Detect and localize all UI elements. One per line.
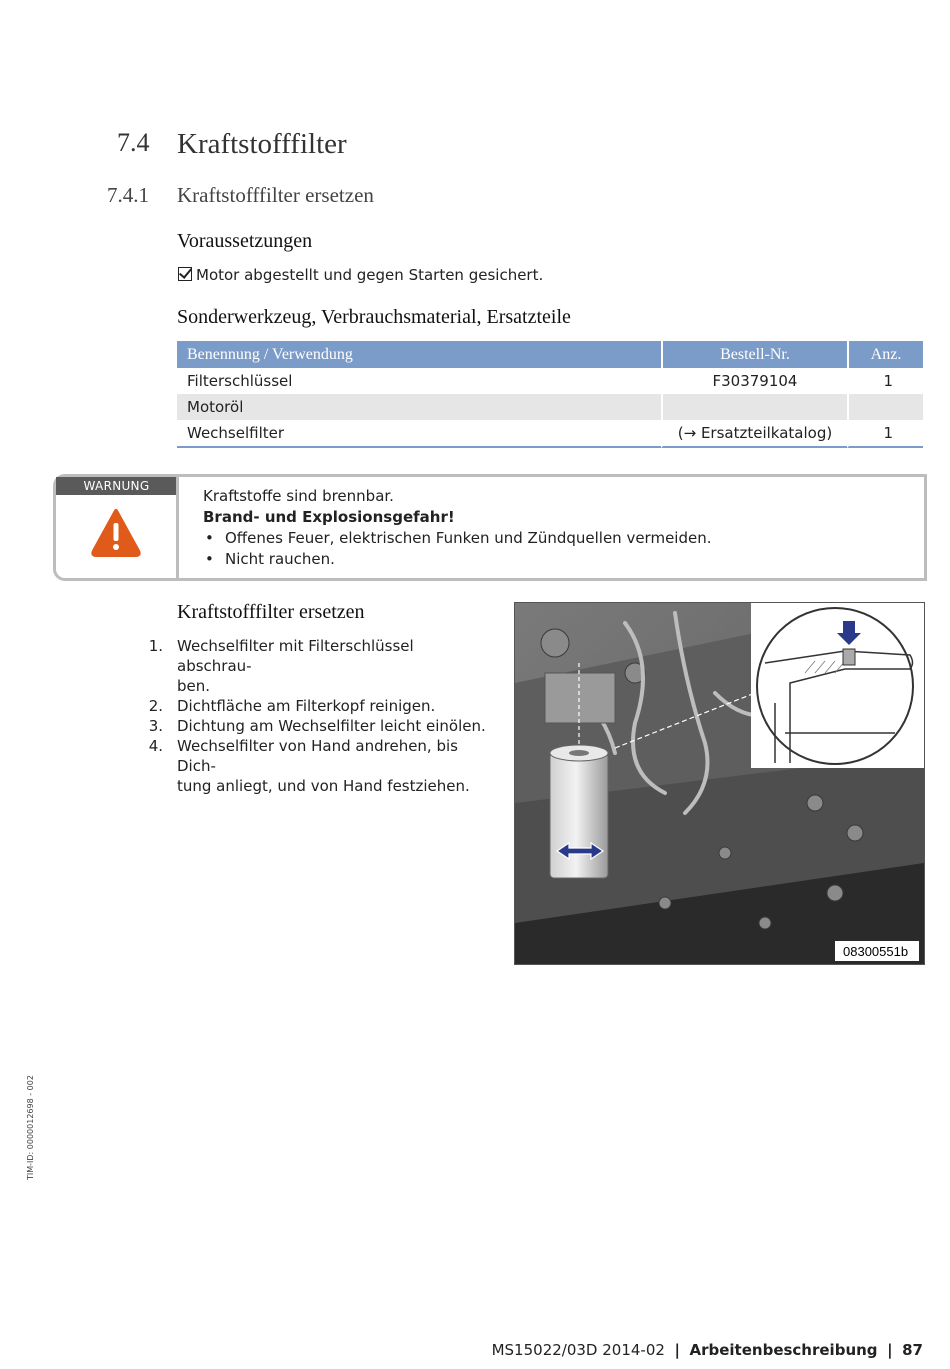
- warning-triangle-icon: [56, 495, 177, 578]
- cell-quantity: [847, 394, 923, 420]
- section-number: 7.4: [117, 128, 150, 157]
- checkbox-checked-icon: [178, 267, 192, 281]
- page-footer: [492, 1341, 923, 1359]
- procedure-steps: [148, 636, 492, 796]
- prerequisites-heading: Voraussetzungen: [177, 230, 313, 252]
- subsection-number: 7.4.1: [107, 183, 149, 207]
- footer-separator: |: [674, 1341, 680, 1359]
- cell-order-number: [661, 394, 847, 420]
- parts-heading: Sonderwerkzeug, Verbrauchsmaterial, Ersatzteile: [177, 306, 571, 328]
- footer-separator: |: [887, 1341, 893, 1359]
- column-header-quantity: Anz.: [847, 341, 923, 368]
- list-item: 1. Wechselfilter mit Filterschlüssel abschrau- ben.: [148, 637, 414, 695]
- column-header-name: Benennung / Verwendung: [177, 341, 661, 368]
- cell-name: Motoröl: [177, 394, 661, 420]
- warning-bullet: • Nicht rauchen.: [205, 550, 335, 568]
- engine-illustration: [515, 603, 924, 964]
- warning-text: Kraftstoffe sind brennbar.: [203, 487, 394, 505]
- warning-content: [203, 486, 712, 570]
- list-item: 4. Wechselfilter von Hand andrehen, bis Dich- tung anliegt, und von Hand festziehen.: [148, 737, 470, 795]
- section-title: Kraftstofffilter: [177, 128, 347, 160]
- warning-bullet: • Offenes Feuer, elektrischen Funken und Zündquellen vermeiden.: [205, 529, 712, 547]
- prerequisite-text: Motor abgestellt und gegen Starten gesichert.: [196, 266, 544, 284]
- cell-quantity: 1: [847, 368, 923, 394]
- parts-table: [177, 341, 923, 448]
- footer-doc-number: MS15022/03D 2014-02: [491, 1341, 665, 1359]
- warning-hazard: Brand- und Explosionsgefahr!: [203, 508, 455, 526]
- cell-name: Wechselfilter: [177, 420, 661, 448]
- figure-caption: 08300551b: [843, 944, 909, 959]
- prerequisite-item: [178, 266, 543, 284]
- footer-page-number: 87: [902, 1341, 923, 1359]
- list-item: 2. Dichtfläche am Filterkopf reinigen.: [148, 697, 436, 715]
- footer-chapter: Arbeitenbeschreibung: [689, 1341, 878, 1359]
- warning-divider: [176, 477, 179, 578]
- table-row: [177, 394, 923, 420]
- procedure-heading: Kraftstofffilter ersetzen: [177, 601, 365, 623]
- engine-fuel-filter-figure: [514, 602, 925, 965]
- list-item: 3. Dichtung am Wechselfilter leicht einölen.: [148, 717, 486, 735]
- cell-quantity: 1: [847, 420, 923, 448]
- cell-order-number: (→ Ersatzteilkatalog): [661, 420, 847, 448]
- cell-name: Filterschlüssel: [187, 372, 293, 390]
- subsection-title: Kraftstofffilter ersetzen: [177, 183, 374, 207]
- table-row: [177, 420, 923, 448]
- warning-label: WARNUNG: [56, 477, 177, 495]
- column-header-order-number: Bestell-Nr.: [661, 341, 847, 368]
- document-id: TIM-ID: 0000012698 - 002: [26, 1075, 35, 1180]
- table-header-row: [177, 341, 923, 368]
- table-row: [177, 368, 923, 394]
- cell-order-number: F30379104: [661, 368, 847, 394]
- warning-label-panel: [56, 477, 177, 578]
